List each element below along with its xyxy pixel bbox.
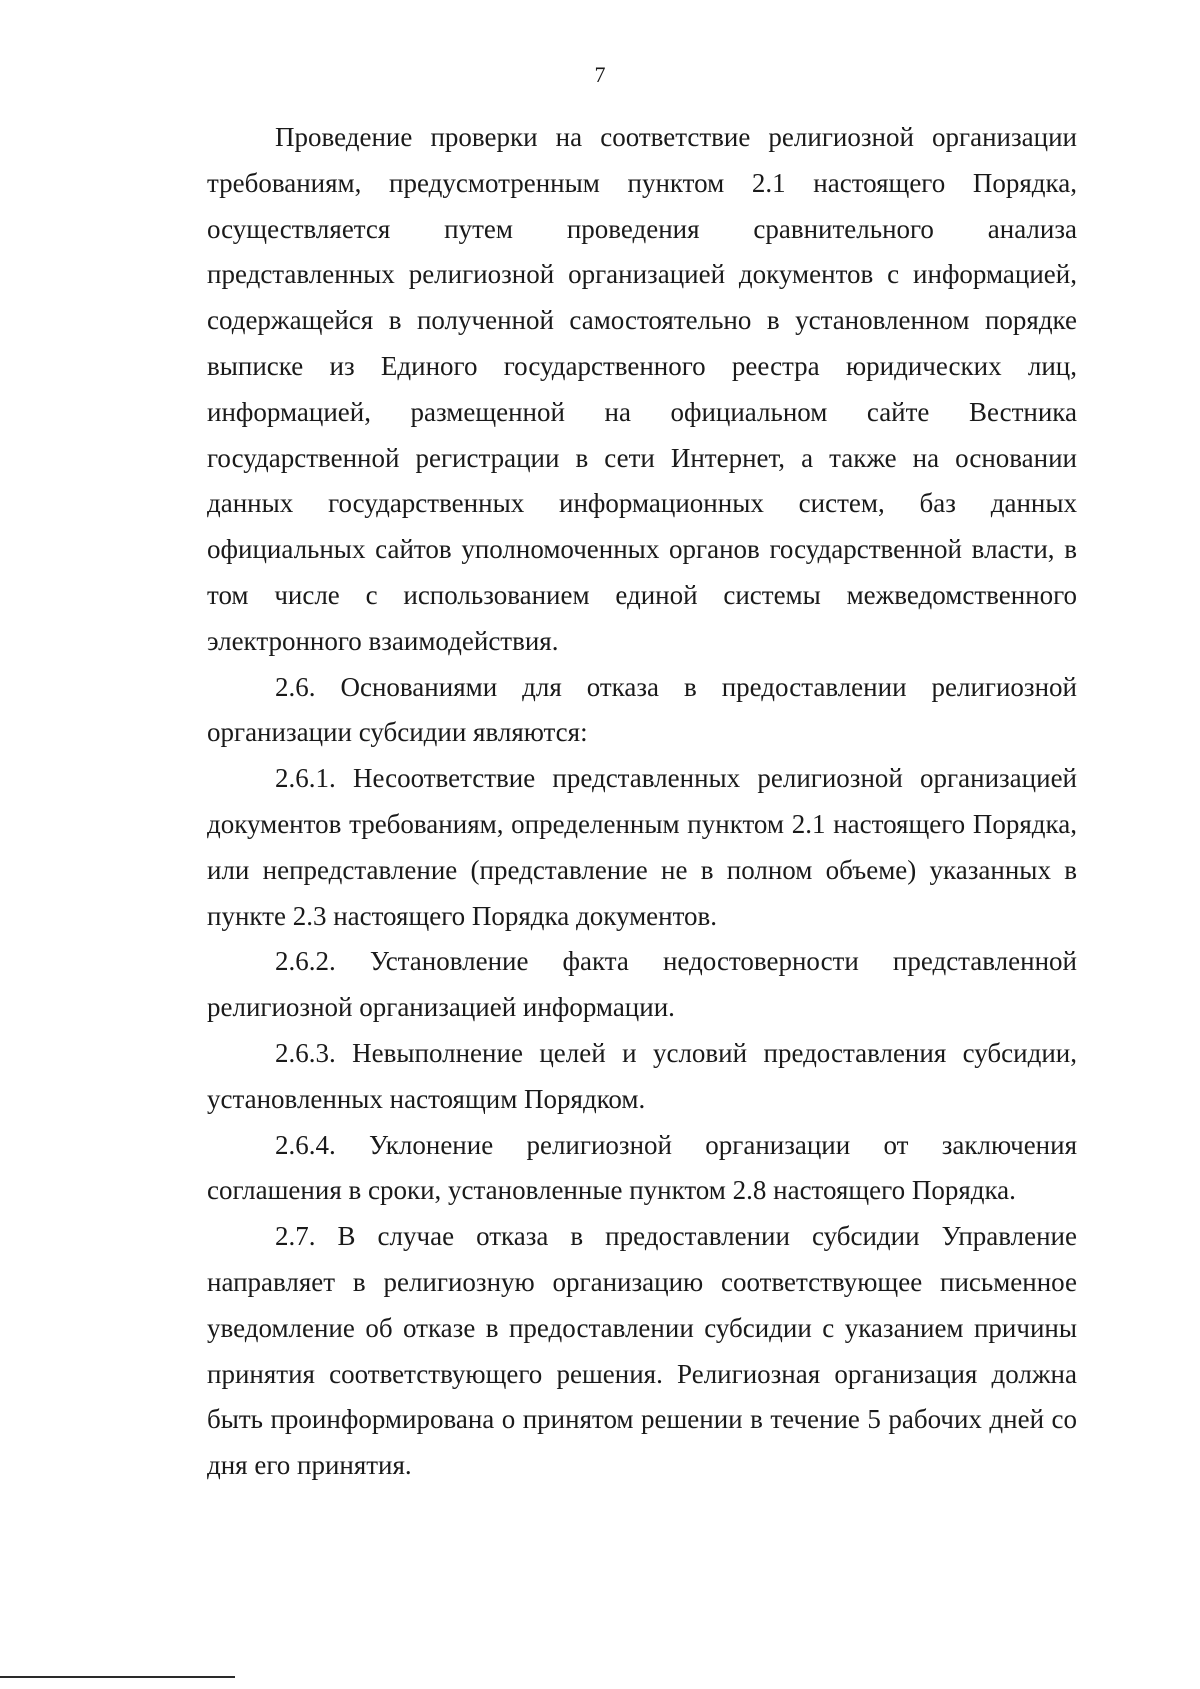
paragraph-2-6: 2.6. Основаниями для отказа в предоставлении религиозной организации субсидии являются: bbox=[207, 671, 1077, 748]
paragraph-2-6-4: 2.6.4. Уклонение религиозной организации от заключения соглашения в сроки, установленные пунктом 2.8 настоящего Порядка. bbox=[207, 1129, 1077, 1206]
paragraph-2-6-3: 2.6.3. Невыполнение целей и условий предоставления субсидии, установленных настоящим Порядком. bbox=[207, 1037, 1077, 1114]
scan-edge-line bbox=[0, 1676, 235, 1678]
paragraph-2-6-1: 2.6.1. Несоответствие представленных религиозной организацией документов требованиям, определенным пунктом 2.1 настоящего Порядка, или непредставление (представление не в полном объеме) указанных в пункте 2.3 настоящего Порядка документов. bbox=[207, 763, 1077, 931]
paragraph-2-6-2: 2.6.2. Установление факта недостоверности представленной религиозной организацией информации. bbox=[207, 946, 1077, 1023]
page-number: 7 bbox=[594, 62, 606, 87]
paragraph-2-7: 2.7. В случае отказа в предоставлении субсидии Управление направляет в религиозную организацию соответствующее письменное уведомление об отказе в предоставлении субсидии с указанием причины принятия соответствующего решения. Религиозная организация должна быть проинформирована о принятом решении в течение 5 рабочих дней со дня его принятия. bbox=[207, 1221, 1077, 1481]
document-body bbox=[207, 115, 1077, 1489]
paragraph-verification: Проведение проверки на соответствие религиозной организации требованиям, предусмотренным пунктом 2.1 настоящего Порядка, осуществляется путем проведения сравнительного анализа представленных религиозной организацией документов с информацией, содержащейся в полученной самостоятельно в установленном порядке выписке из Единого государственного реестра юридических лиц, информацией, размещенной на официальном сайте Вестника государственной регистрации в сети Интернет, а также на основании данных государственных информационных систем, баз данных официальных сайтов уполномоченных органов государственной власти, в том числе с использованием единой системы межведомственного электронного взаимодействия. bbox=[207, 122, 1077, 656]
